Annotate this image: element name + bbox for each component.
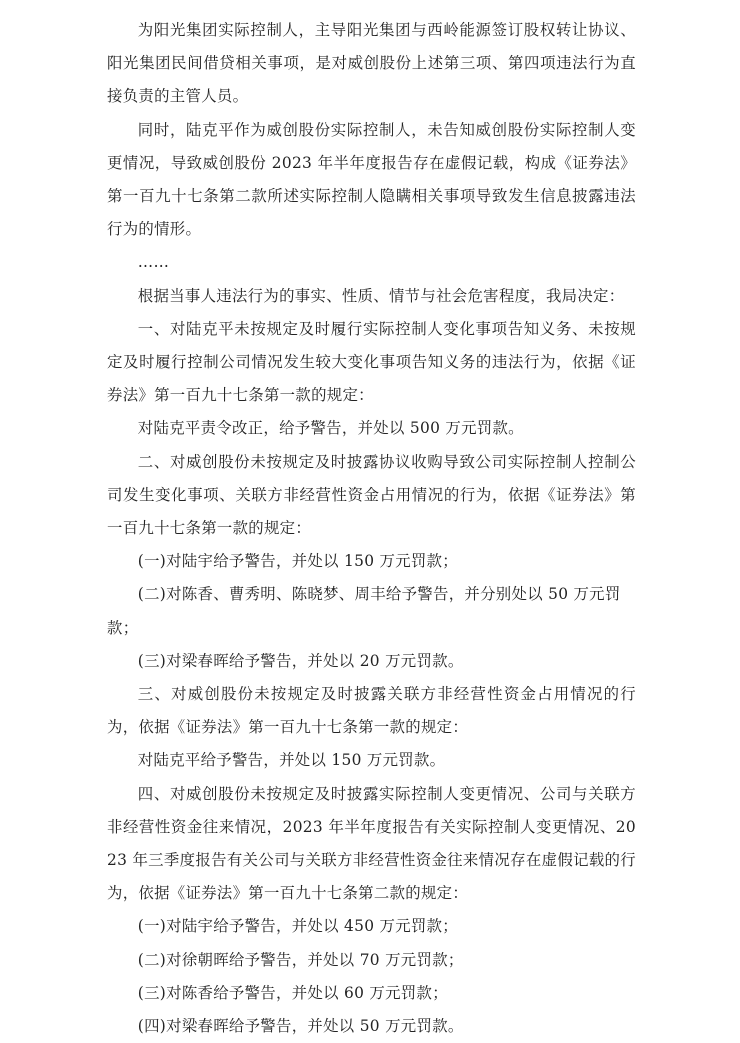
penalty-item-four-sub-three: (三)对陈香给予警告，并处以 60 万元罚款；	[137, 983, 448, 1002]
penalty-item-two-sub-one: (一)对陆宇给予警告，并处以 150 万元罚款；	[137, 552, 458, 571]
penalty-item-four-sub-four: (四)对梁春晖给予警告，并处以 50 万元罚款。	[137, 1017, 464, 1036]
penalty-item-four: 四、对威创股份未按规定及时披露实际控制人变更情况、公司与关联方非经营性资金往来情况，2023 年半年度报告有关实际控制人变更情况、2023 年三季度报告有关公司与关联方非经营性资金往来情况存在虚假记载的行为，依据《证券法》第一百九十七条第二款的规定：	[107, 784, 636, 903]
penalty-item-four-sub-two: (二)对徐朝晖给予警告，并处以 70 万元罚款；	[137, 950, 464, 969]
document-body	[107, 14, 636, 1043]
paragraph: 为阳光集团实际控制人，主导阳光集团与西岭能源签订股权转让协议、阳光集团民间借贷相关事项，是对威创股份上述第三项、第四项违法行为直接负责的主管人员。	[107, 21, 636, 106]
penalty-item-one: 一、对陆克平未按规定及时履行实际控制人变化事项告知义务、未按规定及时履行控制公司情况发生较大变化事项告知义务的违法行为，依据《证券法》第一百九十七条第一款的规定：	[107, 319, 636, 405]
penalty-item-two-sub-two: (二)对陈香、曹秀明、陈晓梦、周丰给予警告，并分别处以 50 万元罚款；	[107, 585, 621, 637]
paragraph: 同时，陆克平作为威创股份实际控制人，未告知威创股份实际控制人变更情况，导致威创股份 2023 年半年度报告存在虚假记载，构成《证券法》第一百九十七条第二款所述实际控制人隐瞒相关事项导致发生信息披露违法行为的情形。	[107, 120, 636, 239]
decision-preamble: 根据当事人违法行为的事实、性质、情节与社会危害程度，我局决定：	[137, 286, 625, 305]
penalty-item-four-sub-one: (一)对陆宇给予警告，并处以 450 万元罚款；	[137, 917, 458, 936]
penalty-item-one-amount: 对陆克平责令改正，给予警告，并处以 500 万元罚款。	[137, 419, 524, 438]
penalty-item-two: 二、对威创股份未按规定及时披露协议收购导致公司实际控制人控制公司发生变化事项、关联方非经营性资金占用情况的行为，依据《证券法》第一百九十七条第一款的规定：	[107, 452, 636, 538]
omission-ellipsis: ……	[137, 253, 170, 272]
penalty-item-three-amount: 对陆克平给予警告，并处以 150 万元罚款。	[137, 751, 446, 770]
penalty-item-three: 三、对威创股份未按规定及时披露关联方非经营性资金占用情况的行为，依据《证券法》第一百九十七条第一款的规定：	[107, 685, 636, 737]
penalty-item-two-sub-three: (三)对梁春晖给予警告，并处以 20 万元罚款。	[137, 651, 464, 670]
